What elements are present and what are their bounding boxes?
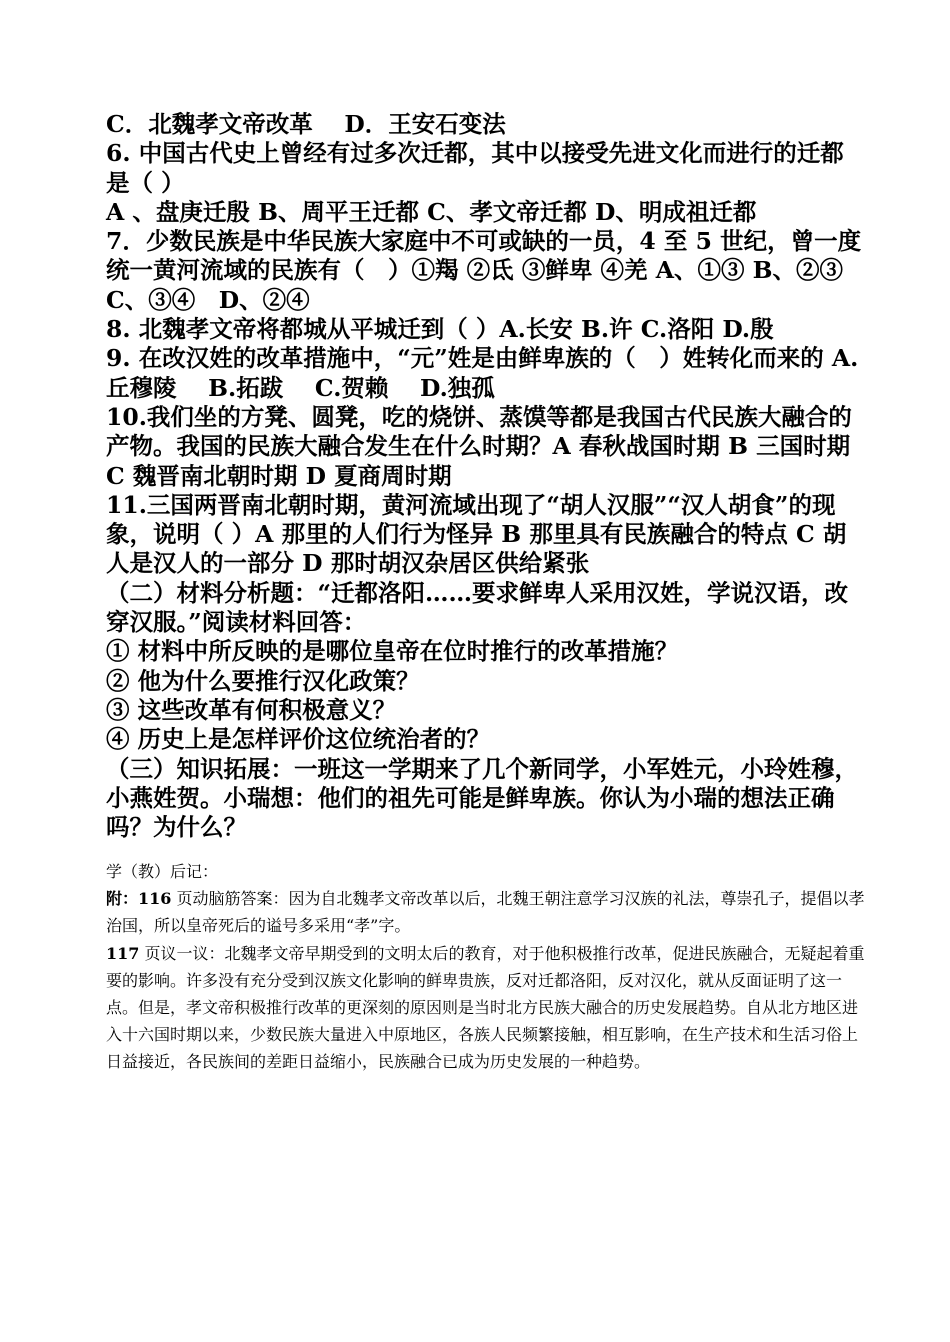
knowledge-extension: （三）知识拓展：一班这一学期来了几个新同学，小军姓元，小玲姓穆，小燕姓贺。小瑞想：他们的祖先可能是鲜卑族。你认为小瑞的想法正确吗？为什么？ [106, 754, 858, 842]
analysis-question-3: ③ 这些改革有何积极意义？ [106, 695, 397, 724]
answer-117 [106, 940, 866, 1076]
question-6: 6. 中国古代史上曾经有过多次迁都，其中以接受先进文化而进行的迁都是（ ） [106, 139, 844, 197]
question-10: 10.我们坐的方凳、圆凳，吃的烧饼、蒸馍等都是我国古代民族大融合的产物。我国的民族大融合发生在什么时期？A 春秋战国时期 B 三国时期 C 魏晋南北朝时期 D 夏商周时期 [106, 402, 852, 490]
question-8: 8. 北魏孝文帝将都城从平城迁到（ ）A.长安 B.许 C.洛阳 D.殷 [106, 315, 774, 344]
question-6-options: A 、盘庚迁殷 B、周平王迁都 C、孝文帝迁都 D、明成祖迁都 [106, 197, 757, 226]
answer-116-text: 页动脑筋答案：因为自北魏孝文帝改革以后，北魏王朝注意学习汉族的礼法，尊崇孔子，提倡以孝治国，所以皇帝死后的谥号多采用“孝”字。 [106, 889, 865, 936]
material-analysis-heading: （二）材料分析题：“迁都洛阳……要求鲜卑人采用汉姓，学说汉语，改穿汉服。”阅读材料回答： [106, 578, 849, 637]
analysis-question-1: ① 材料中所反映的是哪位皇帝在位时推行的改革措施？ [106, 637, 679, 666]
question-9: 9. 在改汉姓的改革措施中，“元”姓是由鲜卑族的（ ）姓转化而来的 A.丘穆陵 B.拓跋 C.贺赖 D.独孤 [106, 344, 859, 402]
question-11: 11.三国两晋南北朝时期，黄河流域出现了“胡人汉服”“汉人胡食”的现象，说明（ ）A 那里的人们行为怪异 B 那里具有民族融合的特点 C 胡人是汉人的一部分 D 那时胡汉杂居区供给紧张 [106, 490, 847, 578]
analysis-question-2: ② 他为什么要推行汉化政策？ [106, 666, 420, 695]
analysis-question-4: ④ 历史上是怎样评价这位统治者的？ [106, 725, 491, 754]
answer-116 [106, 885, 866, 939]
question-7: 7．少数民族是中华民族大家庭中不可或缺的一员，4 至 5 世纪，曾一度统一黄河流域的民族有（ ）①羯 ②氐 ③鲜卑 ④羌 A、①③ B、②③ C、③④ D、②④ [106, 227, 867, 314]
exercise-section [106, 110, 866, 842]
teaching-notes [106, 858, 866, 1076]
option-line-c-d: C．北魏孝文帝改革 D．王安石变法 [106, 110, 506, 138]
answer-117-text: 页议一议：北魏孝文帝早期受到的文明太后的教育，对于他积极推行改革，促进民族融合，无疑起着重要的影响。许多没有充分受到汉族文化影响的鲜卑贵族，反对迁都洛阳，反对汉化，就从反面证明了这一点。但是，孝文帝积极推行改革的更深刻的原因则是当时北方民族大融合的历史发展趋势。自从北方地区进入十六国时期以来，少数民族大量进入中原地区，各族人民频繁接触，相互影响，在生产技术和生活习俗上日益接近，各民族间的差距日益缩小，民族融合已成为历史发展的一种趋势。 [106, 943, 865, 1072]
notes-heading: 学（教）后记： [106, 862, 219, 881]
answer-116-label: 附：116 [106, 889, 172, 909]
answer-117-label: 117 [106, 943, 140, 963]
